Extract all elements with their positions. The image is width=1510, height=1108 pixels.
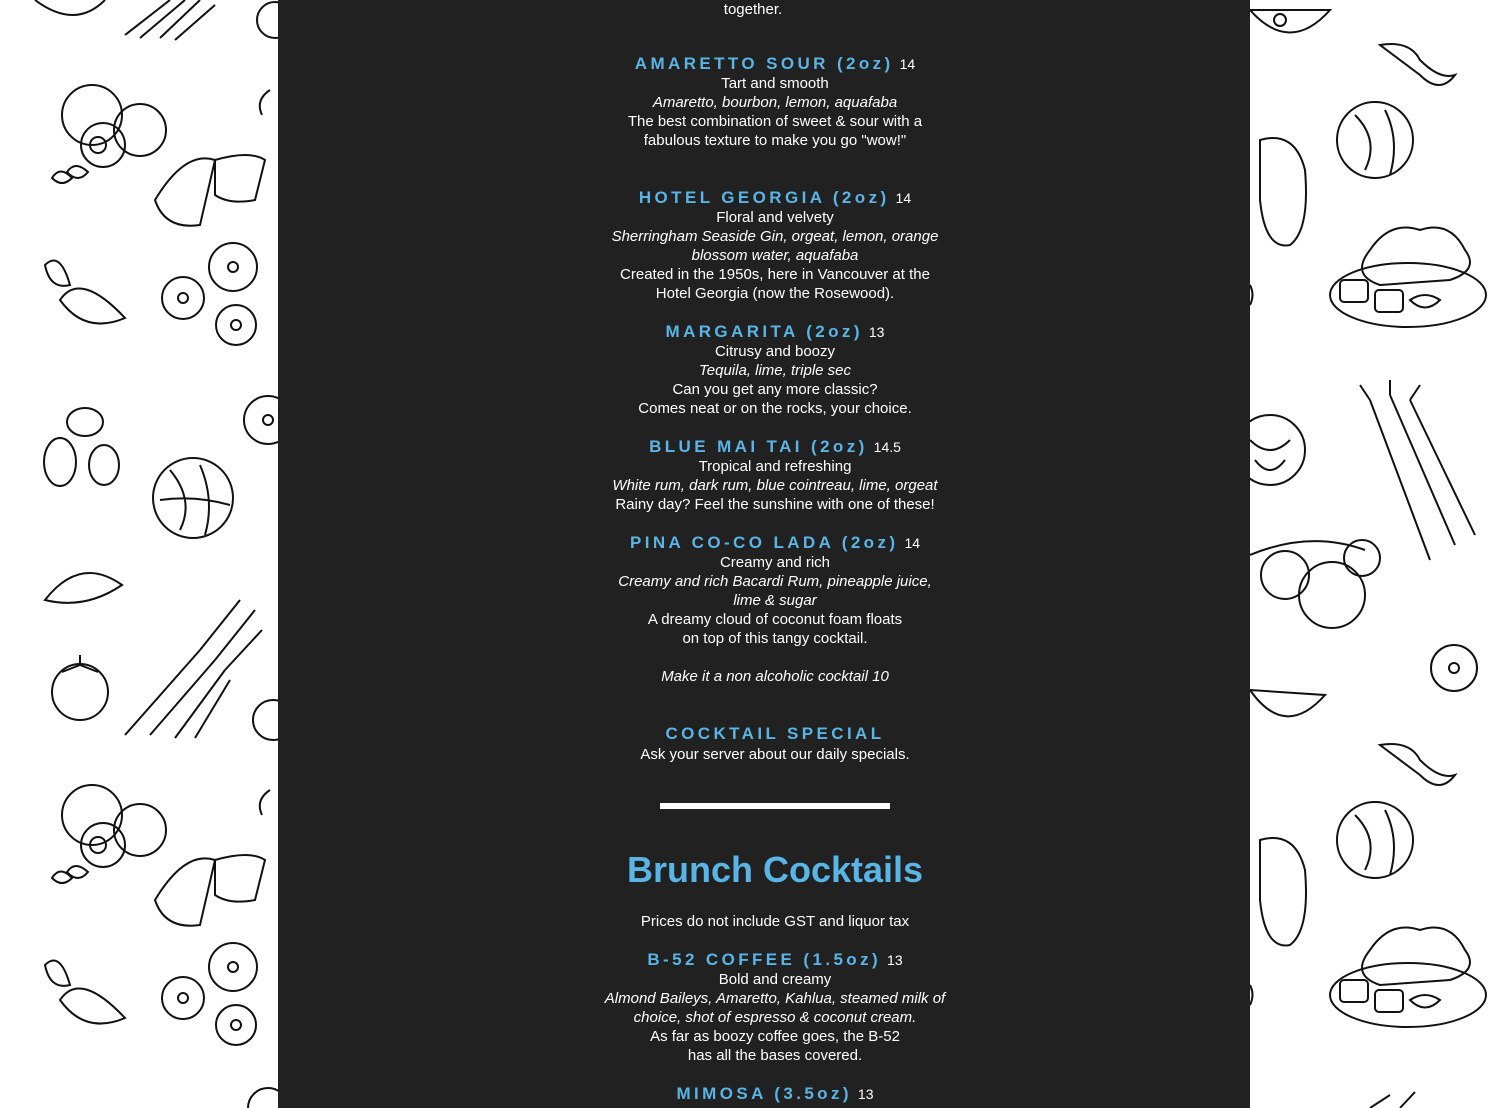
menu-item-price: 13 — [857, 1086, 874, 1102]
menu-item-name: PINA CO-CO LADA (2oz) — [629, 533, 899, 552]
vegetable-illustrations-right — [1250, 0, 1510, 1108]
menu-item-price: 14.5 — [873, 439, 901, 455]
menu-item-name: BLUE MAI TAI (2oz) — [649, 437, 868, 456]
menu-item-ingredients: Creamy and rich Bacardi Rum, pineapple juice, — [618, 573, 932, 590]
menu-item-description: Hotel Georgia (now the Rosewood). — [655, 285, 895, 302]
menu-item-price: 14 — [895, 190, 912, 206]
menu-item-description: Rainy day? Feel the sunshine with one of these! — [615, 496, 935, 513]
menu-item-ingredients: Amaretto, bourbon, lemon, aquafaba — [652, 94, 898, 111]
menu-item-ingredients: Tequila, lime, triple sec — [698, 362, 851, 379]
left-illustration-pattern — [0, 0, 278, 1108]
menu-item-title — [278, 949, 1250, 972]
menu-item-note: Make it a non alcoholic cocktail 10 — [661, 668, 889, 685]
right-illustration-pattern — [1250, 0, 1510, 1108]
menu-item-price: 14 — [904, 535, 921, 551]
menu-panel — [278, 0, 1250, 1108]
menu-item-price: 13 — [887, 952, 903, 968]
menu-item-description: has all the bases covered. — [687, 1047, 863, 1064]
menu-item-description: The best combination of sweet & sour with a — [627, 113, 923, 130]
menu-item-tagline: Floral and velvety — [716, 209, 834, 226]
menu-item-tagline: Creamy and rich — [719, 554, 831, 571]
menu-item-title — [278, 321, 1250, 344]
menu-item-tagline: Citrusy and boozy — [714, 343, 836, 360]
menu-item-name: HOTEL GEORGIA (2oz) — [638, 188, 890, 207]
special-text: Ask your server about our daily specials. — [640, 746, 910, 763]
menu-item-description: fabulous texture to make you go "wow!" — [643, 132, 907, 149]
menu-item-name: MARGARITA (2oz) — [665, 322, 863, 341]
menu-item-description: A dreamy cloud of coconut foam floats — [647, 611, 903, 628]
menu-item-ingredients: White rum, dark rum, blue cointreau, lime, orgeat — [612, 477, 938, 494]
menu-item-tagline: Tart and smooth — [721, 75, 829, 92]
menu-item-ingredients: Almond Baileys, Amaretto, Kahlua, steamed milk of — [604, 990, 946, 1007]
menu-item-name: MIMOSA (3.5oz) — [676, 1084, 852, 1103]
section-subtitle: Prices do not include GST and liquor tax — [640, 913, 910, 930]
menu-item-price: 13 — [868, 324, 885, 340]
menu-item-ingredients: blossom water, aquafaba — [691, 247, 859, 264]
vegetable-illustrations-left — [0, 0, 278, 1108]
special-name: COCKTAIL SPECIAL — [665, 724, 885, 743]
menu-item-title — [278, 53, 1250, 76]
menu-item-price: 14 — [899, 56, 916, 72]
menu-item-title — [278, 436, 1250, 459]
menu-item-description: Can you get any more classic? — [672, 381, 878, 398]
menu-item-description: Comes neat or on the rocks, your choice. — [638, 400, 912, 417]
menu-item-title — [278, 532, 1250, 555]
menu-item-tagline: Tropical and refreshing — [698, 458, 852, 475]
menu-item-description: As far as boozy coffee goes, the B-52 — [650, 1028, 900, 1045]
menu-item-title — [278, 1083, 1250, 1106]
menu-item-description: Created in the 1950s, here in Vancouver at the — [620, 266, 930, 283]
intro-text-tail: together. — [723, 1, 783, 18]
menu-item-name: B-52 COFFEE (1.5oz) — [647, 950, 882, 969]
menu-item-ingredients: Sherringham Seaside Gin, orgeat, lemon, orange — [611, 228, 939, 245]
section-divider — [660, 803, 890, 809]
menu-item-title — [278, 187, 1250, 210]
menu-item-name: AMARETTO SOUR (2oz) — [634, 54, 894, 73]
menu-item-ingredients: choice, shot of espresso & coconut cream. — [633, 1009, 917, 1026]
menu-item-ingredients: lime & sugar — [733, 592, 817, 609]
special-title — [278, 723, 1250, 746]
menu-item-description: on top of this tangy cocktail. — [682, 630, 868, 647]
section-title-brunch: Brunch Cocktails — [626, 849, 924, 890]
menu-item-tagline: Bold and creamy — [718, 971, 832, 988]
